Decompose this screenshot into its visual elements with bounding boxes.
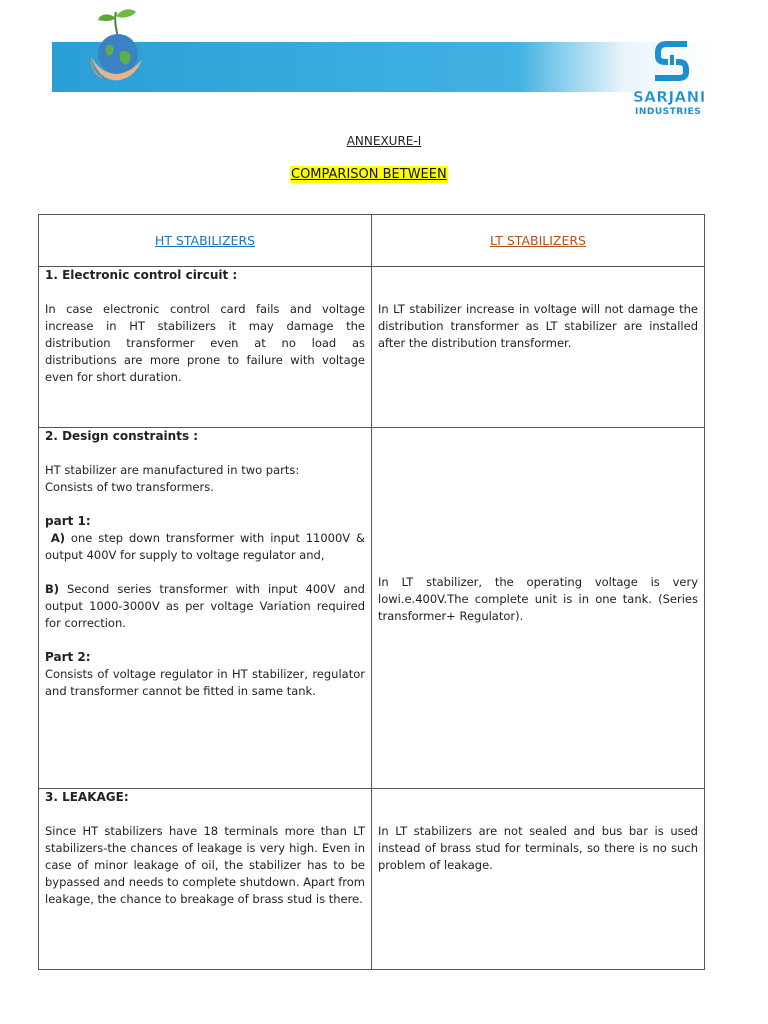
design-intro-line1: HT stabilizer are manufactured in two parts: bbox=[45, 463, 300, 477]
part1-a-text: one step down transformer with input 11000V & output 400V for supply to voltage regulator and, bbox=[45, 531, 365, 562]
lt-description: In LT stabilizers are not sealed and bus bar is used instead of brass stud for terminals, so there is no such problem of leakage. bbox=[378, 824, 698, 872]
part1-b-label: B) bbox=[45, 582, 60, 596]
part1-a bbox=[45, 530, 365, 564]
lt-cell bbox=[372, 267, 705, 428]
ht-cell bbox=[39, 428, 372, 789]
lt-description: In LT stabilizer, the operating voltage is very lowi.e.400V.The complete unit is in one tank. (Series transformer+ Regulator). bbox=[378, 574, 698, 623]
globe-logo-icon bbox=[86, 8, 146, 88]
lt-cell bbox=[372, 789, 705, 970]
table-row bbox=[39, 267, 705, 428]
header-cell-ht bbox=[39, 215, 372, 267]
table-header-row bbox=[39, 215, 705, 267]
company-name: SARJANI bbox=[633, 88, 706, 106]
lt-description: In LT stabilizer increase in voltage will not damage the distribution transformer as LT stabilizer are installed after the distribution transformer. bbox=[378, 302, 698, 350]
part1-label: part 1: bbox=[45, 514, 91, 528]
ht-description: Since HT stabilizers have 18 terminals more than LT stabilizers-the chances of leakage is very high. Even in case of minor leakage of oil, the stabilizer has to be bypassed and needs to complete shutdown. Apart from leakage, the chance to breakage of brass stud is there. bbox=[45, 824, 366, 906]
brand-mark-icon bbox=[654, 40, 690, 86]
annexure-heading: ANNEXURE-I bbox=[346, 134, 422, 148]
column-header-ht: HT STABILIZERS bbox=[154, 232, 256, 248]
ht-cell bbox=[39, 267, 372, 428]
comparison-heading: COMPARISON BETWEEN bbox=[291, 167, 447, 182]
table-row bbox=[39, 428, 705, 789]
table-row bbox=[39, 789, 705, 970]
header-banner bbox=[52, 42, 717, 92]
part2-label: Part 2: bbox=[45, 650, 91, 664]
section-title: 3. LEAKAGE: bbox=[45, 790, 129, 804]
lt-cell bbox=[372, 428, 705, 789]
section-title: 1. Electronic control circuit : bbox=[45, 268, 238, 282]
part1-a-label: A) bbox=[50, 531, 66, 545]
section-title: 2. Design constraints : bbox=[45, 429, 199, 443]
design-intro-line2: Consists of two transformers. bbox=[45, 480, 214, 494]
header-cell-lt bbox=[372, 215, 705, 267]
ht-cell bbox=[39, 789, 372, 970]
column-header-lt: LT STABILIZERS bbox=[490, 232, 586, 248]
company-logo bbox=[620, 40, 725, 120]
part1-b bbox=[45, 581, 365, 632]
part2-text: Consists of voltage regulator in HT stabilizer, regulator and transformer cannot be fitted in same tank. bbox=[45, 667, 365, 698]
part1-b-text: Second series transformer with input 400V and output 1000-3000V as per voltage Variation required for correction. bbox=[45, 582, 365, 630]
ht-description: In case electronic control card fails and voltage increase in HT stabilizers it may damage the distribution transformer even at no load as distributions are more prone to failure with voltage even for short duration. bbox=[45, 302, 365, 384]
company-subtitle: INDUSTRIES bbox=[635, 107, 702, 117]
comparison-table bbox=[38, 214, 705, 970]
